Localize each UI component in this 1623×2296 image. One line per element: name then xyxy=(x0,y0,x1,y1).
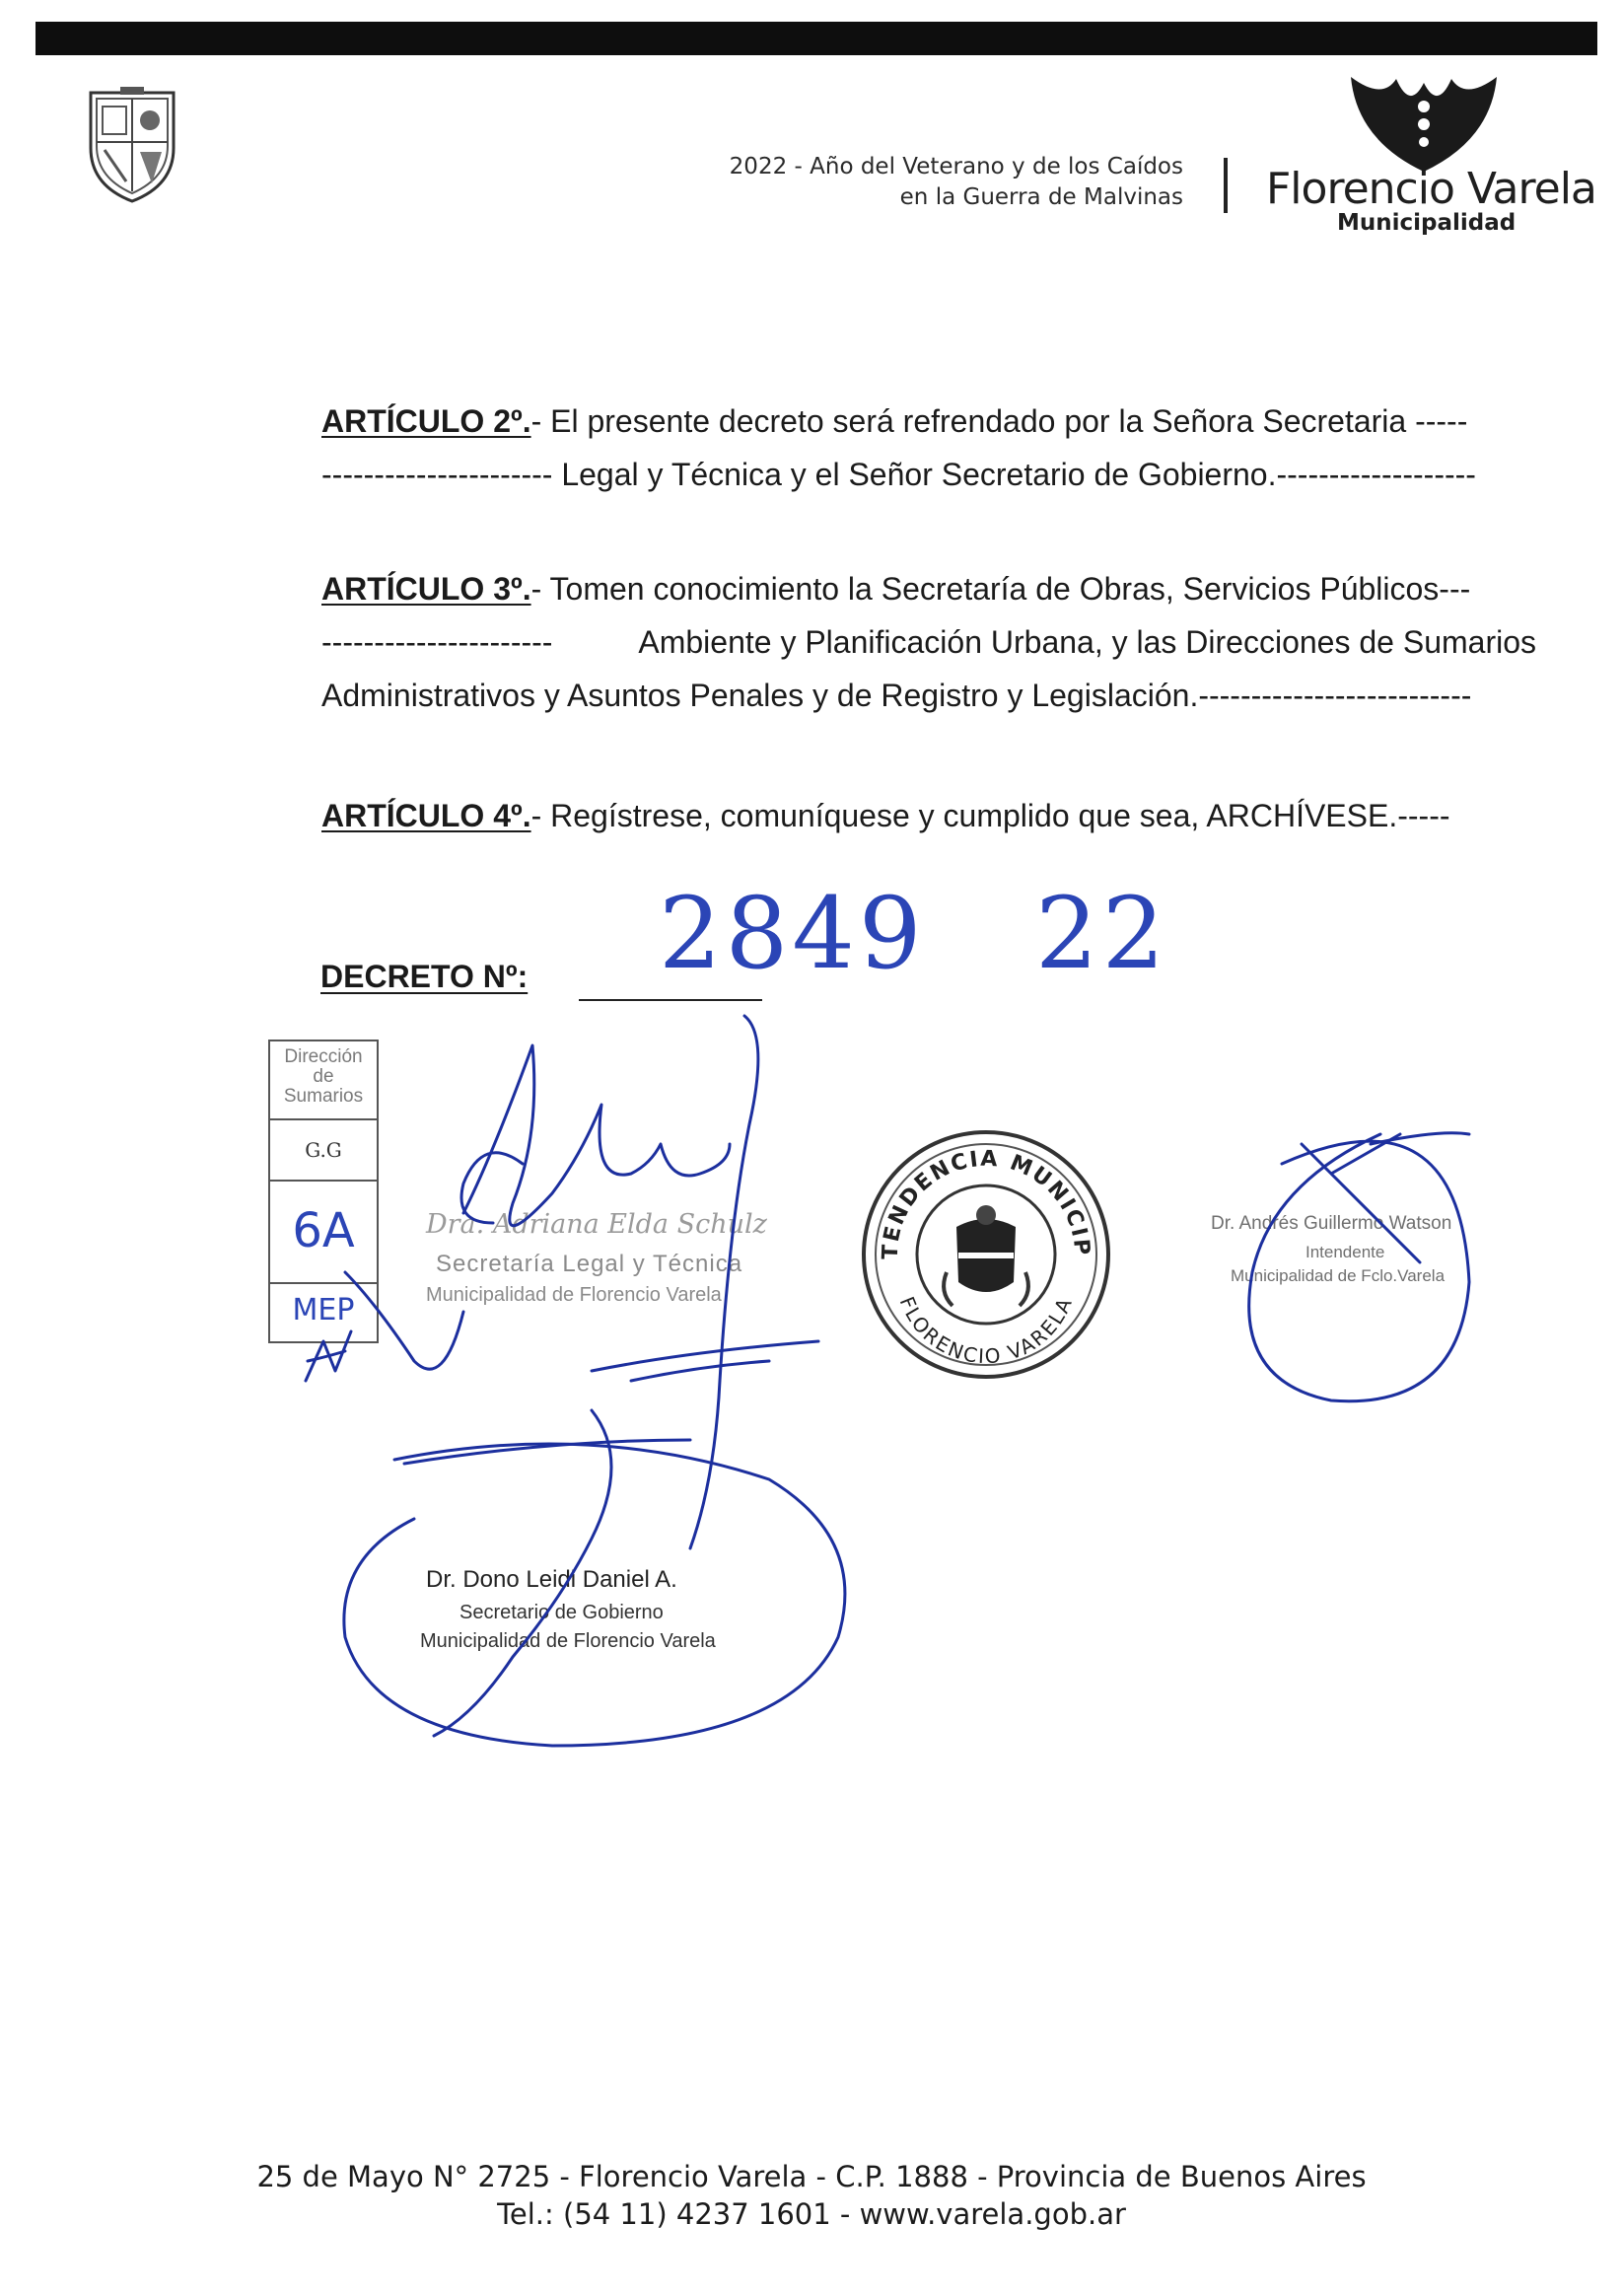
watson-title: Intendente xyxy=(1305,1243,1385,1261)
decreto-year-stamp: 22 xyxy=(1035,876,1169,991)
dono-title: Secretario de Gobierno xyxy=(459,1602,664,1623)
article-3-line-1: - Tomen conocimiento la Secretaría de Obras, Servicios Públicos--- xyxy=(530,571,1471,607)
seal-top-text: TENDENCIA MUNICIP xyxy=(878,1146,1094,1260)
watson-org: Municipalidad de Fclo.Varela xyxy=(1231,1266,1446,1285)
commemorative-year-line-2: en la Guerra de Malvinas xyxy=(899,184,1183,210)
schulz-long-stroke xyxy=(690,1016,758,1548)
dono-signature-stroke xyxy=(434,1410,611,1736)
brand-subtitle: Municipalidad xyxy=(1337,210,1517,236)
direccion-code: 6A xyxy=(270,1180,377,1284)
seal-bottom-text: FLORENCIO VARELA xyxy=(894,1293,1078,1369)
article-3-line-2-dashes: ---------------------- xyxy=(321,624,553,660)
watson-name: Dr. Andrés Guillermo Watson xyxy=(1211,1213,1452,1234)
article-2-line-1: - El presente decreto será refrendado por la Señora Secretaria ----- xyxy=(530,403,1468,439)
direccion-initials: MEP xyxy=(292,1293,355,1327)
article-3-label: ARTÍCULO 3º. xyxy=(321,571,531,607)
article-2-line-2: ---------------------- Legal y Técnica y el Señor Secretario de Gobierno.------------------- xyxy=(321,457,1476,492)
schulz-name: Dra. Adriana Elda Schulz xyxy=(426,1209,767,1240)
brand-name: Florencio Varela xyxy=(1266,164,1596,214)
schulz-org: Municipalidad de Florencio Varela xyxy=(426,1284,722,1306)
watson-signature-cross xyxy=(1302,1134,1420,1262)
direccion-line-1: Dirección xyxy=(284,1046,363,1067)
decreto-number-stamp: 2849 xyxy=(659,876,926,991)
article-4-line-1: - Regístrese, comuníquese y cumplido que sea, ARCHÍVESE.----- xyxy=(530,798,1450,833)
dono-center-line xyxy=(592,1341,818,1381)
schulz-title: Secretaría Legal y Técnica xyxy=(436,1251,743,1277)
initials-stroke xyxy=(306,1331,351,1381)
footer-contact: Tel.: (54 11) 4237 1601 - www.varela.gob.ar xyxy=(497,2197,1126,2231)
direccion-line-2: de xyxy=(313,1066,334,1087)
direccion-gg: G.G xyxy=(270,1120,377,1182)
dono-signature-oval xyxy=(344,1444,845,1746)
commemorative-year-line-1: 2022 - Año del Veterano y de los Caídos xyxy=(729,154,1183,179)
article-4-label: ARTÍCULO 4º. xyxy=(321,798,531,833)
schulz-signature-loop xyxy=(461,1153,523,1223)
schulz-signature-stroke xyxy=(463,1045,730,1226)
dono-name: Dr. Dono Leidi Daniel A. xyxy=(426,1566,677,1593)
direccion-line-3: Sumarios xyxy=(283,1086,364,1107)
schulz-tail xyxy=(345,1272,463,1369)
watson-top-stroke xyxy=(1371,1133,1469,1144)
article-2-label: ARTÍCULO 2º. xyxy=(321,403,531,439)
article-3-line-3: Administrativos y Asuntos Penales y de Registro y Legislación.-------------------------- xyxy=(321,678,1472,713)
dono-org: Municipalidad de Florencio Varela xyxy=(420,1630,716,1652)
decreto-label: DECRETO Nº: xyxy=(320,959,529,994)
watson-signature-loop xyxy=(1249,1134,1469,1401)
article-3-line-2: Ambiente y Planificación Urbana, y las Direcciones de Sumarios xyxy=(638,624,1536,660)
footer-address: 25 de Mayo N° 2725 - Florencio Varela - C.P. 1888 - Provincia de Buenos Aires xyxy=(256,2160,1367,2193)
